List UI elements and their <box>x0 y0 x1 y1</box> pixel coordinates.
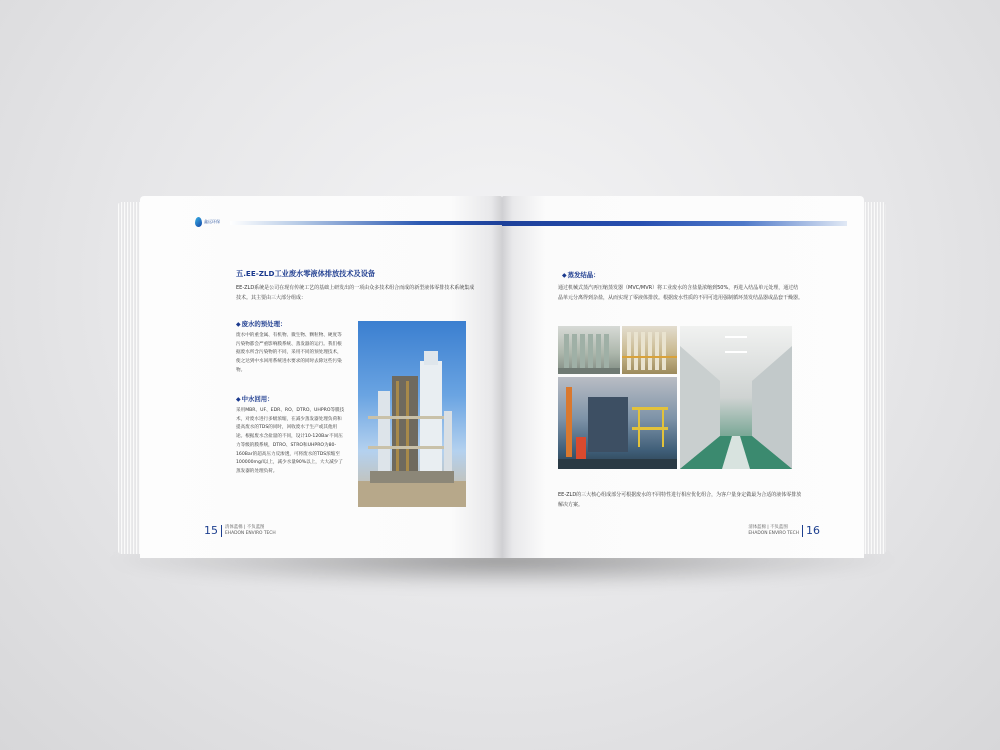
evaporator-plant-photo <box>558 377 677 469</box>
evaporation-heading-text: 蒸发结晶： <box>567 271 600 279</box>
water-drop-icon <box>195 217 202 227</box>
diamond-bullet-icon: ◆ <box>236 321 241 328</box>
footer-tagline <box>225 525 276 537</box>
footer-tagline-cn: 清体蓝棉 | 不负蓝图 <box>748 525 788 530</box>
pressure-vessels-photo <box>622 326 677 374</box>
left-page <box>140 196 502 558</box>
diamond-bullet-icon: ◆ <box>562 272 567 279</box>
reuse-heading <box>236 394 274 403</box>
reuse-paragraph: 采用MBR、UF、EDR、RO、DTRO、UHPRO等膜技术，对废水进行多级浓缩，在减少蒸发器处理负荷和提高废水的TDS的同时，回收废水于生产或其他用途。根据废水含盐量的不同，设计10-120Bar不同压力等级的膜系统，DTRO、STRO和UHPRO为80-160Bar的超高压力反渗透，可将废水的TDS浓缩至100000mg/l以上，减少水量90%以上，大大减少了蒸发器的处理负荷。 <box>236 408 345 474</box>
summary-paragraph: EE-ZLD的三大核心组成部分可根据废水的不同特性进行相应优化组合，为客户量身定做最为合适的液体零排放解决方案。 <box>558 492 802 508</box>
diamond-bullet-icon: ◆ <box>236 396 241 403</box>
membrane-racks-photo <box>558 326 620 374</box>
page-number: 16 <box>806 524 820 537</box>
page-footer-right <box>748 525 820 537</box>
evaporation-paragraph: 通过机械式蒸汽再压缩蒸发器（MVC/MVR）将工业废水的含盐量浓缩到50%，再进入结晶单元处理，通过结晶单元分离得到杂盐，从而实现了零液体排放。根据废水性质的不同可选用强制循环蒸发结晶器或晶套干燥器。 <box>558 285 804 301</box>
header-rule <box>230 221 502 225</box>
reuse-heading-text: 中水回用： <box>241 395 274 403</box>
footer-tagline <box>748 525 799 537</box>
pretreatment-heading <box>236 319 286 328</box>
membrane-hall-photo <box>680 326 792 469</box>
footer-divider <box>221 525 222 537</box>
footer-tagline-en: EHADON ENVIRO TECH <box>225 531 276 536</box>
pretreatment-heading-text: 废水的预处理： <box>241 320 287 328</box>
section-title: 五.EE-ZLD工业废水零液体排放技术及设备 <box>236 269 376 278</box>
footer-divider <box>802 525 803 537</box>
header-rule <box>502 221 847 226</box>
evaporation-heading <box>562 270 600 279</box>
footer-tagline-en: EHADON ENVIRO TECH <box>748 531 799 536</box>
brand-logo <box>195 216 225 228</box>
pretreatment-paragraph: 废水中的重金属、有机物、微生物、颗粒物、硬度等污染物都会严重影响膜系统、蒸发器的运行。我们根据废水所含污染物的不同，采用不同的预处理技术，使之达到中水回用系统进水要求的同时去除这些污染物。 <box>236 333 342 373</box>
page-number: 15 <box>204 524 218 537</box>
intro-paragraph: EE-ZLD系统是公司在现有传统工艺的基础上研发出的一项由众多技术组合而成的新型液体零排技术系统集成技术。其主要由三大部分组成： <box>236 285 475 301</box>
footer-tagline-cn: 清体蓝棉 | 不负蓝图 <box>225 525 265 530</box>
right-page <box>502 196 864 558</box>
open-brochure <box>118 196 886 564</box>
logo-text: 鑫远环保 <box>204 219 220 224</box>
page-footer-left <box>204 525 276 537</box>
evaporator-tower-photo <box>358 321 466 507</box>
